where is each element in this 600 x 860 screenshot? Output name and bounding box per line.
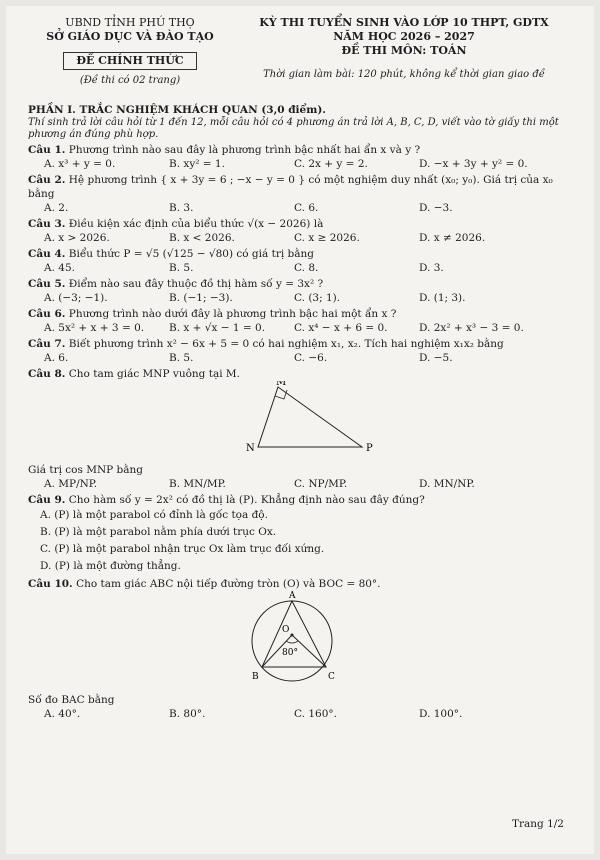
question-list: [28, 143, 576, 381]
q8-options: [44, 477, 576, 491]
option: B. MN/MP.: [169, 478, 226, 490]
option: A. 45.: [44, 262, 75, 274]
part1-title: PHẦN I. TRẮC NGHIỆM KHÁCH QUAN (3,0 điểm).: [28, 104, 326, 116]
option: B. 5.: [169, 352, 194, 364]
option: B. x + √x − 1 = 0.: [169, 322, 266, 334]
triangle-figure: [238, 381, 388, 457]
question-number: Câu 2.: [28, 174, 66, 186]
time-limit: Thời gian làm bài: 120 phút, không kể thời gian giao đề: [263, 69, 545, 80]
option: C. 160°.: [294, 708, 337, 720]
question-number: Câu 5.: [28, 278, 66, 290]
option: A. MP/NP.: [44, 478, 98, 490]
option: D. 2x² + x³ − 3 = 0.: [419, 322, 524, 334]
options-row: [44, 291, 576, 305]
options-row: [44, 261, 576, 275]
option: D. MN/NP.: [419, 478, 475, 490]
options-row: [44, 321, 576, 335]
option: A. 40°.: [44, 708, 81, 720]
option: D. (P) là một đường thẳng.: [40, 560, 181, 572]
question-text: Biểu thức P = √5 (√125 − √80) có giá trị bằng: [68, 248, 315, 260]
option: C. x ≥ 2026.: [294, 232, 360, 244]
option: C. 2x + y = 2.: [294, 158, 368, 170]
option: D. −3.: [419, 202, 453, 214]
circle-figure: [242, 591, 352, 687]
question: [28, 337, 576, 351]
question-number: Câu 4.: [28, 248, 66, 260]
q8-tail: Giá trị cos MNP bằng: [28, 464, 144, 476]
question-text: Hệ phương trình { x + 3y = 6 ; −x − y = 0 } có một nghiệm duy nhất (x₀; y₀). Giá trị của x₀ bằng: [28, 174, 553, 200]
option: C. −6.: [294, 352, 328, 364]
question-number: Câu 8.: [28, 368, 66, 380]
q10-options: [44, 707, 576, 721]
question-text: Phương trình nào sau đây là phương trình bậc nhất hai ẩn x và y ?: [68, 144, 421, 156]
q10-tail: Số đo BAC bằng: [28, 694, 115, 706]
option: B. xy² = 1.: [169, 158, 225, 170]
label-p: P: [366, 443, 373, 454]
option: A. 6.: [44, 352, 69, 364]
header-right: [234, 16, 574, 82]
org-line2: SỞ GIÁO DỤC VÀ ĐÀO TẠO: [46, 30, 214, 43]
options-row: [44, 157, 576, 171]
option: A. x³ + y = 0.: [44, 158, 116, 170]
question: [28, 173, 576, 201]
question-text: Điều kiện xác định của biểu thức √(x − 2026) là: [68, 218, 324, 230]
option: C. (P) là một parabol nhận trục Ox làm trục đối xứng.: [40, 543, 325, 555]
label-m: M: [276, 381, 287, 388]
option: D. 3.: [419, 262, 444, 274]
question: [28, 247, 576, 261]
option: C. x⁴ − x + 6 = 0.: [294, 322, 388, 334]
label-angle: 80°: [282, 648, 298, 658]
option: C. (3; 1).: [294, 292, 341, 304]
label-n: N: [246, 443, 255, 454]
exam-title: KỲ THI TUYỂN SINH VÀO LỚP 10 THPT, GDTX: [259, 16, 549, 29]
label-b: B: [252, 672, 259, 682]
question: [28, 367, 576, 381]
page-footer: Trang 1/2: [511, 818, 564, 830]
question-text: Phương trình nào dưới đây là phương trình bậc hai một ẩn x ?: [68, 308, 397, 320]
option: D. −5.: [419, 352, 453, 364]
q9-num: Câu 9.: [28, 494, 66, 506]
question-number: Câu 7.: [28, 338, 66, 350]
option: D. −x + 3y + y² = 0.: [419, 158, 528, 170]
option: B. (P) là một parabol nằm phía dưới trục Ox.: [40, 526, 277, 538]
option: D. x ≠ 2026.: [419, 232, 486, 244]
option: B. 80°.: [169, 708, 206, 720]
subject: ĐỀ THI MÔN: TOÁN: [341, 44, 467, 57]
school-year: NĂM HỌC 2026 – 2027: [333, 30, 475, 43]
options-row: [44, 201, 576, 215]
page-note: (Đề thi có 02 trang): [79, 75, 181, 86]
question-text: Cho tam giác MNP vuông tại M.: [68, 368, 240, 380]
label-o: O: [282, 625, 290, 635]
question-number: Câu 3.: [28, 218, 66, 230]
question-text: Biết phương trình x² − 6x + 5 = 0 có hai nghiệm x₁, x₂. Tích hai nghiệm x₁x₂ bằng: [68, 338, 504, 350]
label-a: A: [289, 591, 296, 601]
question: [28, 217, 576, 231]
question: [28, 277, 576, 291]
q9-text: Cho hàm số y = 2x² có đồ thị là (P). Khẳng định nào sau đây đúng?: [68, 494, 425, 506]
question-number: Câu 1.: [28, 144, 66, 156]
question-number: Câu 6.: [28, 308, 66, 320]
option: A. 2.: [44, 202, 69, 214]
option: C. 6.: [294, 202, 319, 214]
question: [28, 307, 576, 321]
option: D. 100°.: [419, 708, 463, 720]
option: B. (−1; −3).: [169, 292, 233, 304]
option: A. (−3; −1).: [44, 292, 108, 304]
option: B. 5.: [169, 262, 194, 274]
q10-num: Câu 10.: [28, 578, 73, 590]
option: A. (P) là một parabol có đỉnh là gốc tọa độ.: [40, 509, 268, 521]
org-line1: UBND TỈNH PHÚ THỌ: [65, 16, 195, 29]
header-left: [30, 16, 230, 88]
q10-text: Cho tam giác ABC nội tiếp đường tròn (O) và BOC = 80°.: [76, 578, 381, 590]
option: B. x < 2026.: [169, 232, 235, 244]
option: A. 5x² + x + 3 = 0.: [44, 322, 145, 334]
option: B. 3.: [169, 202, 194, 214]
label-c: C: [328, 672, 335, 682]
options-row: [44, 351, 576, 365]
exam-body: [28, 103, 576, 721]
option: D. (1; 3).: [419, 292, 466, 304]
option: C. NP/MP.: [294, 478, 348, 490]
option: A. x > 2026.: [44, 232, 110, 244]
exam-page: [6, 6, 594, 854]
q9: [28, 493, 576, 507]
q9-options: [28, 507, 576, 575]
part1-instructions: Thí sinh trả lời câu hỏi từ 1 đến 12, mỗi câu hỏi có 4 phương án trả lời A, B, C, D, viết vào tờ giấy thi một phương án đúng phù hợp.: [28, 117, 559, 140]
q10: [28, 577, 576, 591]
question-text: Điểm nào sau đây thuộc đồ thị hàm số y = 3x² ?: [68, 278, 324, 290]
options-row: [44, 231, 576, 245]
option: C. 8.: [294, 262, 319, 274]
official-stamp: ĐỀ CHÍNH THỨC: [63, 52, 196, 70]
question: [28, 143, 576, 157]
